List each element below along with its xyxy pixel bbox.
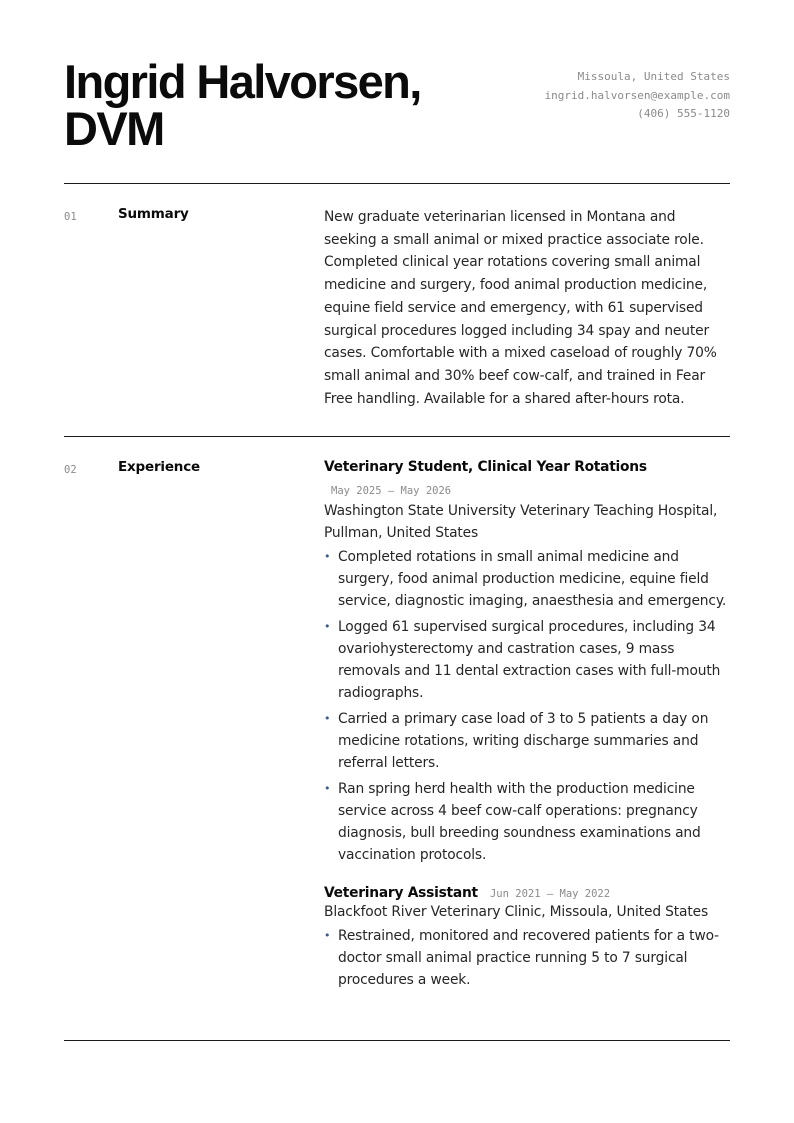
contact-block xyxy=(545,68,730,124)
section-number: 01 xyxy=(64,211,77,223)
section-title: Summary xyxy=(118,206,189,222)
candidate-name: Ingrid Halvorsen, DVM xyxy=(64,55,421,155)
job-bullet: • Logged 61 supervised surgical procedures, including 34 ovariohysterectomy and castration cases, 9 mass removals and 11 dental extraction cases with full-mouth radiographs. xyxy=(324,616,730,704)
job-dates: May 2025 — May 2026 xyxy=(331,485,452,497)
job-entry xyxy=(324,459,730,866)
divider-top xyxy=(64,183,730,184)
job-bullet: • Restrained, monitored and recovered patients for a two-doctor small animal practice running 5 to 7 surgical procedures a week. xyxy=(324,925,730,991)
job-title: Veterinary Student, Clinical Year Rotations xyxy=(324,459,647,475)
divider-bottom xyxy=(64,1040,730,1041)
job-dates: Jun 2021 — May 2022 xyxy=(489,888,611,900)
contact-phone[interactable]: (406) 555-1120 xyxy=(637,107,730,120)
section-title: Experience xyxy=(118,459,200,475)
summary-body xyxy=(324,206,730,410)
job-entry xyxy=(324,882,730,991)
divider-middle xyxy=(64,436,730,437)
job-organization: Blackfoot River Veterinary Clinic, Missoula, United States xyxy=(324,904,708,920)
job-bullets xyxy=(324,925,730,991)
job-organization: Washington State University Veterinary Teaching Hospital, Pullman, United States xyxy=(324,503,718,541)
job-bullet: • Completed rotations in small animal medicine and surgery, food animal production medicine, equine field service, diagnostic imaging, anaesthesia and emergency. xyxy=(324,546,730,612)
contact-location: Missoula, United States xyxy=(577,70,730,83)
job-bullet: • Ran spring herd health with the production medicine service across 4 beef cow-calf operations: pregnancy diagnosis, bull breeding soundness examinations and vaccination protocols. xyxy=(324,778,730,866)
job-bullets xyxy=(324,546,730,866)
job-bullet: • Carried a primary case load of 3 to 5 patients a day on medicine rotations, writing discharge summaries and referral letters. xyxy=(324,708,730,774)
contact-email[interactable]: ingrid.halvorsen@example.com xyxy=(544,88,730,102)
summary-text: New graduate veterinarian licensed in Montana and seeking a small animal or mixed practice associate role. Completed clinical year rotations covering small animal medicine and surgery, food animal production medicine, equine field service and emergency, with 61 supervised surgical procedures logged including 34 spay and neuter cases. Comfortable with a mixed caseload of roughly 70% small animal and 30% beef cow-calf, and trained in Fear Free handling. Available for a shared after-hours rota. xyxy=(324,209,717,407)
resume-header xyxy=(64,55,730,155)
section-number: 02 xyxy=(64,464,77,476)
experience-body xyxy=(324,459,730,995)
job-title: Veterinary Assistant xyxy=(324,885,478,901)
